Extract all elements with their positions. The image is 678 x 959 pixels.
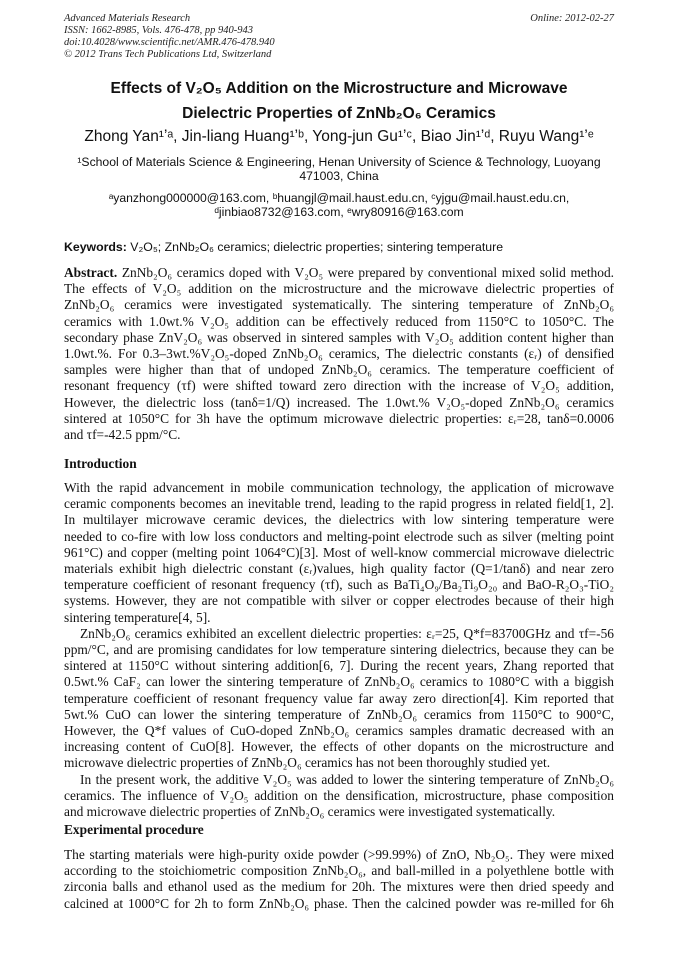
paragraph-line: ceramics. The influence of V₂O₅ addition on the densification, microstructure, phase composition (64, 787, 614, 803)
online-date: Online: 2012-02-27 (530, 13, 614, 24)
paragraph-line: With the rapid advancement in mobile communication technology, the application of microwave (64, 480, 614, 495)
affiliation-line: 471003, China (299, 169, 379, 183)
paragraph-line: ceramic components becomes an inevitable trend, leading to the rapid progress in related field[1, 2]. (64, 496, 614, 512)
paragraph-line: The effects of V₂O₅ addition on the microstructure and the microwave dielectric properties of (64, 281, 614, 297)
paragraph-line: 0.5wt.% CaF₂ can lower the sintering temperature of ZnNb₂O₆ ceramics to 1080°C with a biggish (64, 674, 614, 690)
paragraph-line: materials exhibit high dielectric constant (εᵣ)values, high quality factor (Q=1/tanδ) and near zero (64, 561, 614, 577)
copyright: © 2012 Trans Tech Publications Ltd, Switzerland (64, 49, 272, 60)
paragraph-line: ZnNb₂O₆ ceramics were investigated systematically. The sintering temperature of ZnNb₂O₆ (64, 297, 614, 313)
emails (40, 191, 638, 219)
abstract (64, 265, 614, 443)
authors: Zhong Yan¹ʼᵃ, Jin-liang Huang¹ʼᵇ, Yong-jun Gu¹ʼᶜ, Biao Jin¹ʼᵈ, Ruyu Wang¹ʼᵉ (84, 128, 594, 145)
issn: ISSN: 1662-8985, Vols. 476-478, pp 940-943 (64, 25, 253, 36)
paragraph-line: calcined at 1000°C for 2h to form ZnNb₂O₆ phase. Then the calcined powder was re-milled for 6h (64, 895, 614, 911)
paragraph-line: In the present work, the additive V₂O₅ was added to lower the sintering temperature of ZnNb₂O₆ (80, 771, 614, 787)
keywords-text: V₂O₅; ZnNb₂O₆ ceramics; dielectric properties; sintering temperature (126, 240, 504, 254)
affiliation (40, 155, 638, 183)
paragraph-line: sintered at 1150°C without sintering addition[6, 7]. During the recent years, Zhang reported that (64, 658, 614, 674)
keywords (64, 240, 503, 254)
email-line: ᵈjinbiao8732@163.com, ᵉwry80916@163.com (214, 205, 464, 219)
paragraph-line: microwave dielectric properties of ZnNb₂O₆ ceramics has not been thoroughly studied yet. (64, 755, 551, 771)
paragraph-line: However, the Q*f values of CuO-doped ZnNb₂O₆ ceramics samples dramatic decreased with an (64, 723, 614, 739)
paragraph-line: and τf=-42.5 ppm/°C. (64, 427, 181, 443)
keywords-label: Keywords: (64, 240, 127, 254)
paragraph-line: secondary phase ZnV₂O₆ was observed in sintered samples with V₂O₅ addition content higher than (64, 329, 614, 345)
paragraph-line: 1.0wt.%. For 0.3–3wt.%V₂O₅-doped ZnNb₂O₆ ceramics, The dielectric constants (εᵣ) of densified (64, 346, 614, 362)
paragraph-line: needed to co-fire with low loss conductors and melting-point electrode such as silver (melting point (64, 528, 614, 544)
paragraph (64, 772, 614, 821)
paragraph-line: 961°C) and copper (melting point 1064°C)[3]. Most of well-know commercial microwave dielectric (64, 544, 614, 560)
paragraph-line: However, the dielectric loss (tanδ=1/Q) increased. The 1.0wt.% V₂O₅-doped ZnNb₂O₆ ceramics (64, 394, 614, 410)
paragraph-line: temperature coefficient of resonant frequency (τf), such as BaTi₄O₉/Ba₂Ti₉O₂₀ and BaO-R₂O₃-TiO₂ (64, 577, 614, 593)
paragraph (64, 626, 614, 772)
paragraph-line: ceramics with 1.0wt.% V₂O₅ addition can be effectively reduced from 1150°C to 1050°C. The (64, 313, 614, 329)
paragraph (64, 480, 614, 626)
paragraph-line: ppm/°C, and are promising candidates for low temperature sintering dielectrics, because they can be (64, 642, 614, 658)
paragraph-line: ZnNb₂O₆ ceramics exhibited an excellent dielectric properties: εᵣ=25, Q*f=83700GHz and τf=-56 (80, 625, 614, 641)
abstract-label: Abstract. (64, 265, 118, 280)
section-heading-experimental: Experimental procedure (64, 822, 204, 837)
paragraph-line: systems. However, they are not compatible with silver or copper electrodes because of their high (64, 593, 614, 609)
paragraph (64, 847, 614, 912)
paragraph-line: 5wt.% CuO can lower the sintering temperature of ZnNb₂O₆ ceramics from 1150°C to 900°C, (64, 706, 614, 722)
paragraph-line: resonant frequency (τf) were shifted toward zero direction with the increase of V₂O₅ addition, (64, 378, 614, 394)
abstract-text: ZnNb₂O₆ ceramics doped with V₂O₅ were prepared by conventional mixed solid method. (117, 265, 614, 280)
paragraph-line: zirconia balls and ethanol used as the medium for 20h. The mixtures were then dried speedy and (64, 879, 614, 895)
paper-title-line-2: Dielectric Properties of ZnNb₂O₆ Ceramics (182, 105, 496, 122)
doi: doi:10.4028/www.scientific.net/AMR.476-478.940 (64, 37, 275, 48)
paragraph-line: temperature coefficient of resonant frequency value far away zero direction[4]. Kim reported that (64, 690, 614, 706)
paragraph-line: The starting materials were high-purity oxide powder (>99.99%) of ZnO, Nb₂O₅. They were mixed (64, 847, 614, 862)
journal-name: Advanced Materials Research (64, 13, 191, 24)
paragraph-line: sintered at 1050°C for 3h have the optimum microwave dielectric properties: εᵣ=28, tanδ=0.0006 (64, 410, 614, 426)
paper-title-line-1: Effects of V₂O₅ Addition on the Microstructure and Microwave (110, 80, 568, 97)
experimental-body (64, 847, 614, 912)
publication-header (64, 13, 275, 61)
section-heading-introduction: Introduction (64, 456, 137, 471)
paragraph-line: according to the stoichiometric composition ZnNb₂O₆, and ball-milled in a polyethlene bottle with (64, 863, 614, 879)
paragraph-line: and microwave dielectric properties of ZnNb₂O₆ ceramics were investigated systematically. (64, 804, 556, 820)
email-line: ᵃyanzhong000000@163.com, ᵇhuangjl@mail.haust.edu.cn, ᶜyjgu@mail.haust.edu.cn, (108, 191, 570, 205)
affiliation-line: ¹School of Materials Science & Engineering, Henan University of Science & Technology, Luoyang (77, 155, 601, 169)
paragraph-line: increasing content of CuO[8]. However, the effects of other dopants on the microstructure and (64, 739, 614, 755)
paragraph-line: samples were higher than that of undoped ZnNb₂O₆ ceramics. The temperature coefficient of (64, 362, 614, 378)
abstract-line (64, 265, 614, 281)
paragraph-line: sintering temperature[4, 5]. (64, 609, 211, 625)
paragraph-line: In multilayer microwave ceramic devices, the dielectrics with low sintering temperature were (64, 512, 614, 528)
introduction-body (64, 480, 614, 820)
